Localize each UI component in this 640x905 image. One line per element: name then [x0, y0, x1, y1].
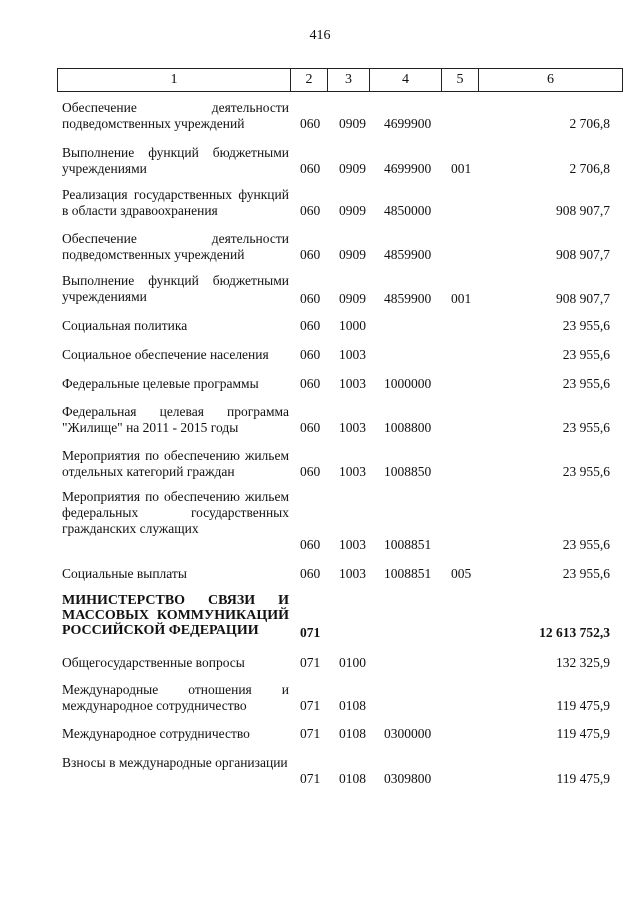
row-csr: 4699900: [384, 116, 432, 131]
table-row: [0, 655, 640, 671]
row-ved: 060: [300, 247, 321, 262]
row-ved: 060: [300, 116, 321, 131]
table-row: [0, 726, 640, 742]
row-name: Обеспечение деятельности подведомственных учреждений: [62, 100, 289, 131]
row-ved: 060: [300, 203, 321, 218]
row-sum: 23 955,6: [562, 376, 610, 391]
row-name: Международные отношения и международное сотрудничество: [62, 682, 289, 713]
row-name: МИНИСТЕРСТВО СВЯЗИ И МАССОВЫХ КОММУНИКАЦИЙ РОССИЙСКОЙ ФЕДЕРАЦИИ: [62, 593, 289, 638]
row-sum: 12 613 752,3: [539, 625, 610, 640]
column-header-1: 1: [58, 69, 291, 92]
table-row: [0, 448, 640, 480]
column-header-5: 5: [442, 69, 479, 92]
row-name: Социальные выплаты: [62, 566, 187, 581]
row-ved: 071: [300, 698, 321, 713]
row-rz: 1003: [339, 464, 366, 479]
row-sum: 23 955,6: [562, 347, 610, 362]
table-row: [0, 489, 640, 553]
row-name: Выполнение функций бюджетными учреждениями: [62, 273, 289, 304]
row-csr: 0300000: [384, 726, 432, 741]
row-ved: 060: [300, 420, 321, 435]
row-rz: 0108: [339, 726, 366, 741]
row-ved: 060: [300, 347, 321, 362]
row-name: Мероприятия по обеспечению жильем отдельных категорий граждан: [62, 448, 289, 479]
row-csr: 0309800: [384, 771, 432, 786]
row-name: Выполнение функций бюджетными учреждениями: [62, 145, 289, 176]
row-ved: 060: [300, 318, 321, 333]
row-name: Реализация государственных функций в области здравоохранения: [62, 187, 289, 218]
row-sum: 908 907,7: [556, 203, 610, 218]
row-sum: 119 475,9: [556, 726, 610, 741]
row-rz: 1000: [339, 318, 366, 333]
row-ved: 060: [300, 376, 321, 391]
row-sum: 23 955,6: [562, 464, 610, 479]
row-rz: 1003: [339, 537, 366, 552]
row-sum: 132 325,9: [556, 655, 610, 670]
page-number: 416: [309, 28, 331, 43]
row-name: Международное сотрудничество: [62, 726, 250, 741]
row-sum: 908 907,7: [556, 247, 610, 262]
row-vr: 001: [451, 291, 472, 306]
column-header-table: [57, 68, 623, 92]
row-csr: 4859900: [384, 247, 432, 262]
row-sum: 23 955,6: [562, 318, 610, 333]
table-row: [0, 376, 640, 392]
row-sum: 2 706,8: [569, 116, 610, 131]
row-rz: 1003: [339, 420, 366, 435]
row-rz: 0909: [339, 291, 366, 306]
row-sum: 908 907,7: [556, 291, 610, 306]
column-header-2: 2: [291, 69, 328, 92]
row-vr: 001: [451, 161, 472, 176]
row-name: Взносы в международные организации: [62, 755, 288, 770]
column-header-6: 6: [479, 69, 623, 92]
row-name: Социальное обеспечение населения: [62, 347, 269, 362]
column-header-4: 4: [370, 69, 442, 92]
row-ved: 060: [300, 161, 321, 176]
row-ved: 060: [300, 537, 321, 552]
row-sum: 23 955,6: [562, 537, 610, 552]
row-ved: 060: [300, 291, 321, 306]
row-name: Общегосударственные вопросы: [62, 655, 245, 670]
row-csr: 4859900: [384, 291, 432, 306]
table-row: [0, 682, 640, 714]
row-rz: 0108: [339, 771, 366, 786]
table-row: [0, 404, 640, 436]
row-rz: 0100: [339, 655, 366, 670]
row-name: Федеральные целевые программы: [62, 376, 259, 391]
row-ved: 071: [300, 771, 321, 786]
table-row: [0, 187, 640, 219]
table-row: [0, 145, 640, 177]
row-sum: 2 706,8: [569, 161, 610, 176]
row-rz: 0909: [339, 203, 366, 218]
table-row: [0, 347, 640, 363]
row-ved: 071: [300, 655, 321, 670]
row-ved: 060: [300, 464, 321, 479]
row-name: Федеральная целевая программа "Жилище" на 2011 - 2015 годы: [62, 404, 289, 435]
row-sum: 23 955,6: [562, 566, 610, 581]
table-row: [0, 273, 640, 307]
column-header-3: 3: [328, 69, 370, 92]
table-row: [0, 318, 640, 334]
row-sum: 119 475,9: [556, 771, 610, 786]
row-rz: 0909: [339, 247, 366, 262]
row-ved: 071: [300, 726, 321, 741]
row-ved: 060: [300, 566, 321, 581]
table-row: [0, 566, 640, 582]
column-header-row: [58, 69, 623, 92]
row-rz: 0909: [339, 116, 366, 131]
row-csr: 4850000: [384, 203, 432, 218]
row-rz: 1003: [339, 376, 366, 391]
row-vr: 005: [451, 566, 472, 581]
row-csr: 1008850: [384, 464, 432, 479]
row-csr: 1008800: [384, 420, 432, 435]
row-rz: 1003: [339, 347, 366, 362]
table-row: [0, 231, 640, 263]
row-csr: 1000000: [384, 376, 432, 391]
row-csr: 4699900: [384, 161, 432, 176]
table-row: [0, 755, 640, 787]
row-name: Обеспечение деятельности подведомственных учреждений: [62, 231, 289, 262]
row-csr: 1008851: [384, 537, 432, 552]
row-sum: 119 475,9: [556, 698, 610, 713]
table-row: [0, 100, 640, 132]
row-rz: 0909: [339, 161, 366, 176]
row-name: Мероприятия по обеспечению жильем федеральных государственных гражданских служащих: [62, 489, 289, 536]
row-name: Социальная политика: [62, 318, 188, 333]
row-csr: 1008851: [384, 566, 432, 581]
table-row-ministry: [0, 593, 640, 641]
row-sum: 23 955,6: [562, 420, 610, 435]
row-rz: 1003: [339, 566, 366, 581]
row-ved: 071: [300, 625, 321, 640]
row-rz: 0108: [339, 698, 366, 713]
